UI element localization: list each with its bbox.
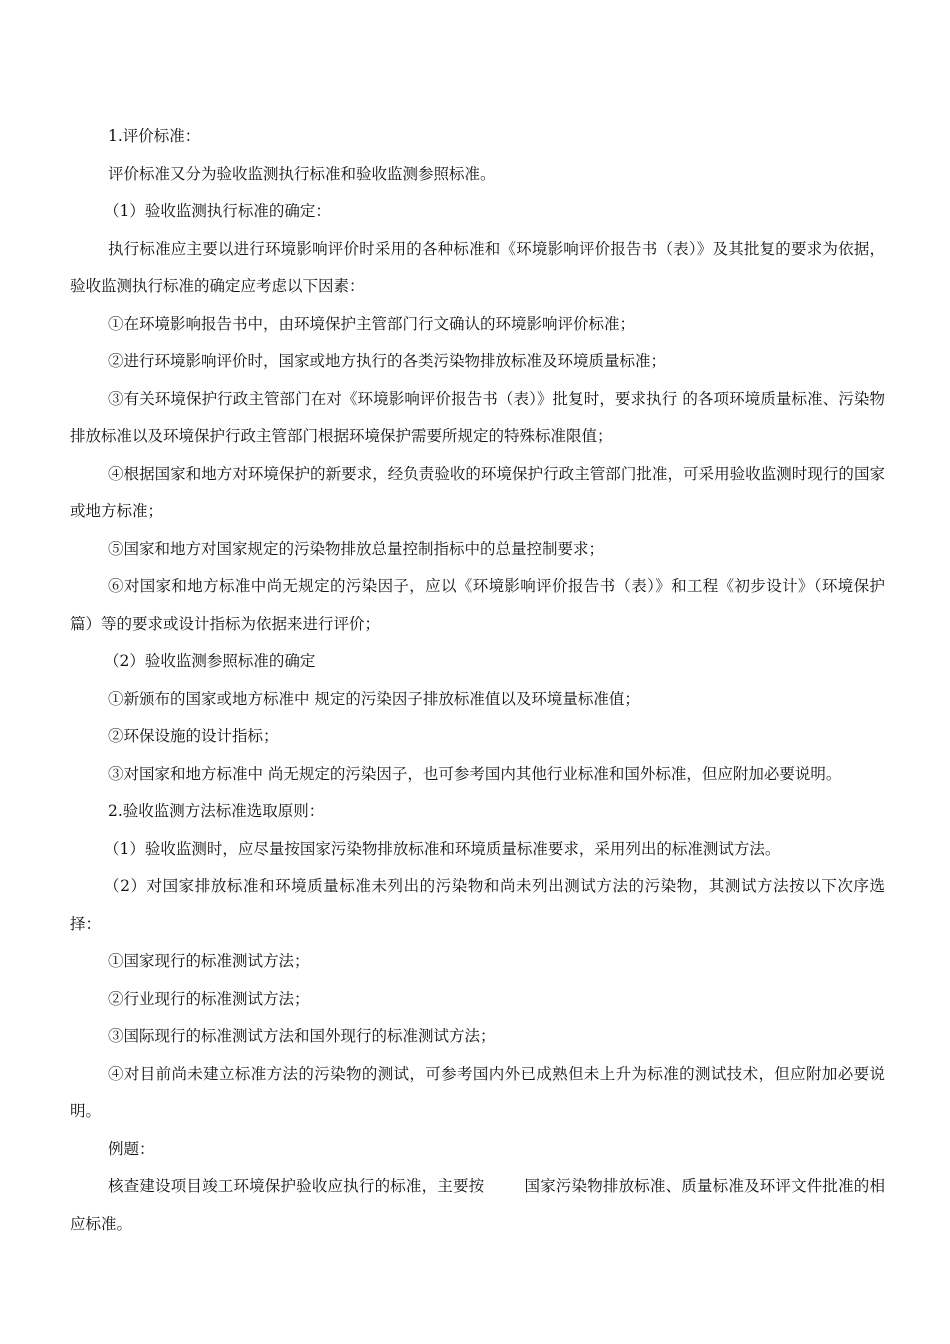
example-answer [70, 1168, 885, 1243]
section-heading-method-selection: 2.验收监测方法标准选取原则： [108, 802, 325, 820]
list-item-1: ①在环境影响报告书中，由环境保护主管部门行文确认的环境影响评价标准； [108, 314, 636, 333]
method-item-3: ③国际现行的标准测试方法和国外现行的标准测试方法； [108, 1027, 496, 1045]
list-item-3: ③有关环境保护行政主管部门在对《环境影响评价报告书（表）》批复时，要求执行 的各项环境质量标准、污染物排放标准以及环境保护行政主管部门根据环境保护需要所规定的特殊标准限值； [70, 389, 885, 445]
method-rule-1: （1）验收监测时，应尽量按国家污染物排放标准和环境质量标准要求，采用列出的标准测试方法。 [104, 839, 781, 858]
example-answer-lead: 核查建设项目竣工环境保护验收应执行的标准，主要按 [108, 1177, 485, 1195]
section-heading-evaluation-standards: 1.评价标准： [108, 127, 201, 145]
list-item-4: ④根据国家和地方对环境保护的新要求，经负责验收的环境保护行政主管部门批准，可采用验收监测时现行的国家或地方标准； [70, 464, 885, 520]
subheading-execution-standards: （1）验收监测执行标准的确定： [104, 202, 331, 220]
document-body [70, 118, 885, 1243]
paragraph-execution-basis: 执行标准应主要以进行环境影响评价时采用的各种标准和《环境影响评价报告书（表）》及其批复的要求为依据，验收监测执行标准的确定应考虑以下因素： [70, 239, 885, 295]
reference-item-2: ②环保设施的设计指标； [108, 727, 279, 745]
list-item-6: ⑥对国家和地方标准中尚无规定的污染因子，应以《环境影响评价报告书（表）》和工程《初步设计》（环境保护篇）等的要求或设计指标为依据来进行评价； [70, 577, 885, 633]
list-item-5: ⑤国家和地方对国家规定的污染物排放总量控制指标中的总量控制要求； [108, 539, 605, 558]
paragraph-standards-intro: 评价标准又分为验收监测执行标准和验收监测参照标准。 [108, 164, 496, 183]
list-item-2: ②进行环境影响评价时，国家或地方执行的各类污染物排放标准及环境质量标准； [108, 352, 667, 370]
method-item-2: ②行业现行的标准测试方法； [108, 989, 310, 1008]
reference-item-1: ①新颁布的国家或地方标准中 规定的污染因子排放标准值以及环境量标准值； [108, 689, 640, 708]
method-item-4: ④对目前尚未建立标准方法的污染物的测试，可参考国内外已成熟但未上升为标准的测试技术，但应附加必要说明。 [70, 1064, 885, 1120]
method-rule-2: （2）对国家排放标准和环境质量标准未列出的污染物和尚未列出测试方法的污染物，其测试方法按以下次序选择： [70, 877, 885, 933]
reference-item-3: ③对国家和地方标准中 尚无规定的污染因子，也可参考国内其他行业标准和国外标准，但应附加必要说明。 [108, 764, 842, 783]
method-item-1: ①国家现行的标准测试方法； [108, 952, 310, 970]
example-label: 例题： [108, 1139, 155, 1158]
subheading-reference-standards: （2）验收监测参照标准的确定 [104, 652, 316, 670]
example-answer-tail: 国家污染物排放标准、质量标准及环评文件批准的相应标准。 [70, 1177, 885, 1233]
